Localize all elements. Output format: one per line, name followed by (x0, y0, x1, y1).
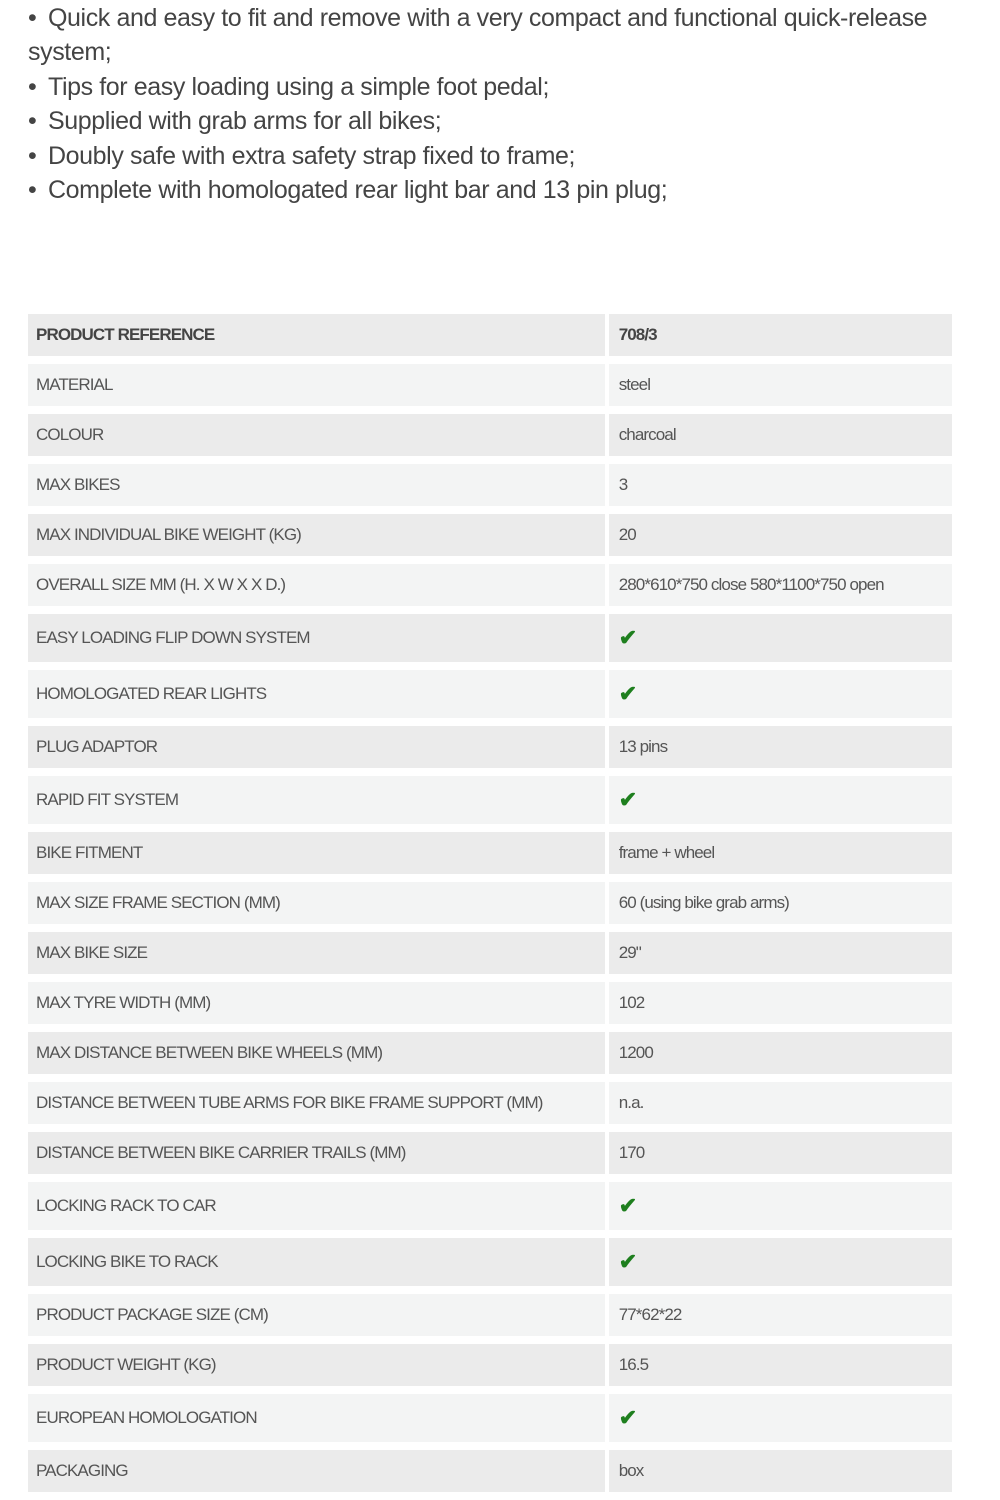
spec-value (609, 670, 952, 718)
bullet-icon: • (28, 107, 37, 136)
spec-row (28, 882, 952, 924)
spec-label: MAX BIKE SIZE (28, 932, 609, 974)
spec-label: MAX TYRE WIDTH (MM) (28, 982, 609, 1024)
spec-value: 3 (609, 464, 952, 506)
checkmark-icon: ✔ (618, 787, 637, 812)
spec-row (28, 982, 952, 1024)
feature-list (28, 1, 958, 207)
spec-label: DISTANCE BETWEEN TUBE ARMS FOR BIKE FRAME SUPPORT (MM) (28, 1082, 609, 1124)
checkmark-icon: ✔ (618, 1249, 637, 1274)
feature-text: Doubly safe with extra safety strap fixed to frame; (48, 141, 576, 170)
spec-value: 102 (609, 982, 952, 1024)
spec-label: PRODUCT PACKAGE SIZE (CM) (28, 1294, 609, 1336)
spec-value: 20 (609, 514, 952, 556)
spec-row (28, 1294, 952, 1336)
spec-row (28, 1394, 952, 1442)
spec-row (28, 514, 952, 556)
spec-value: steel (609, 364, 952, 406)
feature-item (28, 1, 958, 70)
spec-row (28, 614, 952, 662)
spec-row (28, 1132, 952, 1174)
spec-row (28, 464, 952, 506)
spec-value: 708/3 (609, 314, 952, 356)
spec-value (609, 776, 952, 824)
feature-item (28, 173, 958, 207)
feature-item (28, 139, 958, 173)
spec-row (28, 1182, 952, 1230)
checkmark-icon: ✔ (618, 1405, 637, 1430)
spec-value (609, 1238, 952, 1286)
spec-value: frame + wheel (609, 832, 952, 874)
feature-text: Tips for easy loading using a simple foot pedal; (48, 72, 550, 101)
spec-label: PLUG ADAPTOR (28, 726, 609, 768)
feature-text: Supplied with grab arms for all bikes; (48, 107, 442, 136)
spec-value: charcoal (609, 414, 952, 456)
spec-value: 13 pins (609, 726, 952, 768)
spec-value (609, 614, 952, 662)
spec-value: 170 (609, 1132, 952, 1174)
spec-label: MAX SIZE FRAME SECTION (MM) (28, 882, 609, 924)
spec-value: 60 (using bike grab arms) (609, 882, 952, 924)
spec-label: PRODUCT WEIGHT (KG) (28, 1344, 609, 1386)
spec-row (28, 932, 952, 974)
spec-row (28, 1344, 952, 1386)
spec-row (28, 832, 952, 874)
spec-label: PACKAGING (28, 1450, 609, 1492)
spec-row (28, 1082, 952, 1124)
feature-item (28, 104, 958, 138)
spec-label: RAPID FIT SYSTEM (28, 776, 609, 824)
checkmark-icon: ✔ (618, 681, 637, 706)
spec-row (28, 564, 952, 606)
spec-row (28, 670, 952, 718)
spec-label: MATERIAL (28, 364, 609, 406)
spec-label: LOCKING BIKE TO RACK (28, 1238, 609, 1286)
spec-label: COLOUR (28, 414, 609, 456)
spec-label: DISTANCE BETWEEN BIKE CARRIER TRAILS (MM) (28, 1132, 609, 1174)
spec-row (28, 314, 952, 356)
spec-row (28, 776, 952, 824)
checkmark-icon: ✔ (618, 1193, 637, 1218)
checkmark-icon: ✔ (618, 625, 637, 650)
spec-value: box (609, 1450, 952, 1492)
spec-value (609, 1182, 952, 1230)
spec-label: PRODUCT REFERENCE (28, 314, 609, 356)
spec-label: LOCKING RACK TO CAR (28, 1182, 609, 1230)
bullet-icon: • (28, 72, 37, 101)
spec-value: 77*62*22 (609, 1294, 952, 1336)
spec-row (28, 1450, 952, 1492)
spec-label: BIKE FITMENT (28, 832, 609, 874)
bullet-icon: • (28, 141, 37, 170)
bullet-icon: • (28, 4, 37, 32)
spec-table (28, 306, 952, 1500)
spec-row (28, 1238, 952, 1286)
feature-item (28, 70, 958, 104)
spec-row (28, 364, 952, 406)
spec-row (28, 726, 952, 768)
bullet-icon: • (28, 176, 37, 205)
feature-text: Quick and easy to fit and remove with a very compact and functional quick-release system; (28, 4, 928, 67)
spec-label: MAX INDIVIDUAL BIKE WEIGHT (KG) (28, 514, 609, 556)
spec-label: MAX BIKES (28, 464, 609, 506)
spec-value: 16.5 (609, 1344, 952, 1386)
spec-value: 1200 (609, 1032, 952, 1074)
spec-value: 29" (609, 932, 952, 974)
spec-value: 280*610*750 close 580*1100*750 open (609, 564, 952, 606)
spec-value (609, 1394, 952, 1442)
spec-label: EASY LOADING FLIP DOWN SYSTEM (28, 614, 609, 662)
spec-value: n.a. (609, 1082, 952, 1124)
feature-text: Complete with homologated rear light bar and 13 pin plug; (48, 176, 668, 205)
spec-row (28, 414, 952, 456)
spec-label: OVERALL SIZE MM (H. X W X X D.) (28, 564, 609, 606)
spec-row (28, 1032, 952, 1074)
spec-label: HOMOLOGATED REAR LIGHTS (28, 670, 609, 718)
spec-label: EUROPEAN HOMOLOGATION (28, 1394, 609, 1442)
spec-label: MAX DISTANCE BETWEEN BIKE WHEELS (MM) (28, 1032, 609, 1074)
